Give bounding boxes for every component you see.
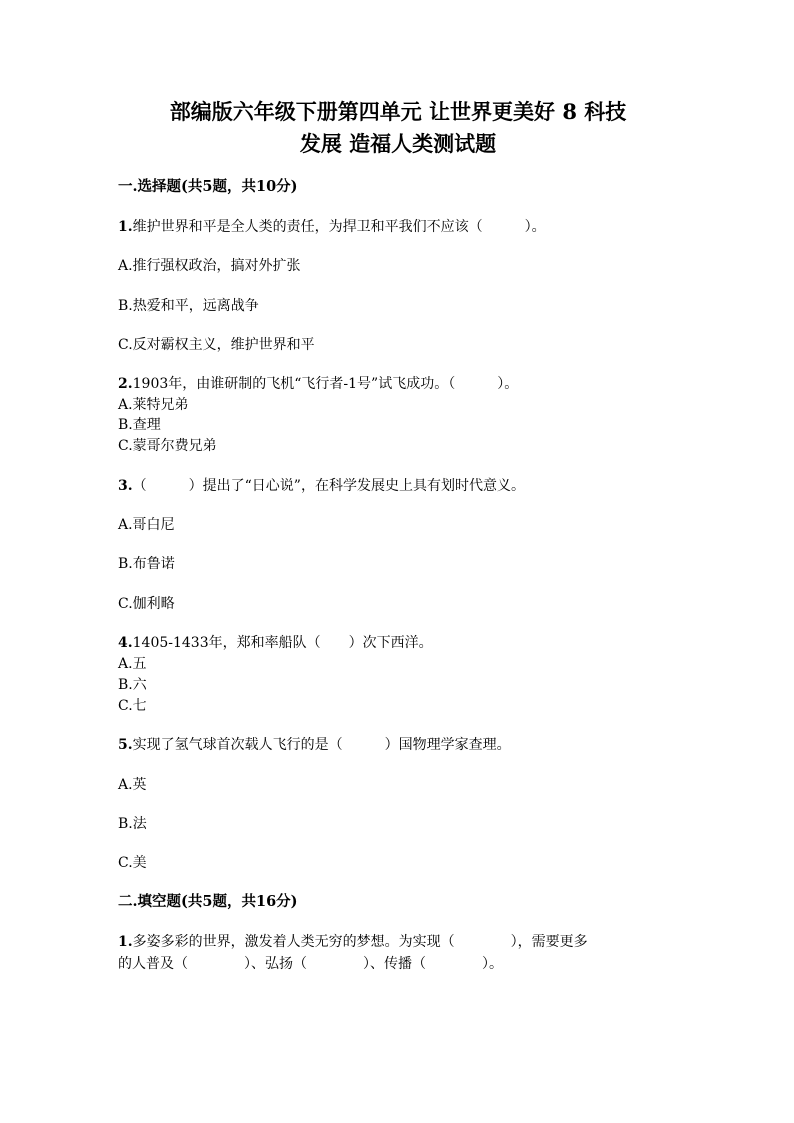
question-number: 1. bbox=[118, 219, 133, 235]
question-text: 1405-1433年，郑和率船队（ ）次下西洋。 bbox=[132, 635, 433, 651]
question-2 bbox=[118, 374, 518, 394]
question-3-option-a: A.哥白尼 bbox=[118, 517, 175, 533]
question-text: 实现了氢气球首次载人飞行的是（ ）国物理学家查理。 bbox=[132, 737, 511, 753]
question-3-option-b: B.布鲁诺 bbox=[118, 556, 175, 572]
fill-question-1-line-2: 的人普及（ ）、弘扬（ ）、传播（ ）。 bbox=[118, 956, 503, 972]
question-2-option-a: A.莱特兄弟 bbox=[118, 397, 189, 413]
question-4-option-b: B.六 bbox=[118, 677, 147, 693]
question-4-option-a: A.五 bbox=[118, 656, 147, 672]
page-title-line-1: 部编版六年级下册第四单元 让世界更美好 8 科技 bbox=[169, 99, 627, 124]
question-number: 3. bbox=[118, 478, 133, 494]
question-number: 2. bbox=[118, 376, 133, 392]
question-1-option-c: C.反对霸权主义，维护世界和平 bbox=[118, 337, 315, 353]
question-text: 1903年，由谁研制的飞机“飞行者-1号”试飞成功。（ ）。 bbox=[132, 376, 519, 392]
section-header-choice: 一.选择题(共5题，共10分) bbox=[118, 178, 298, 195]
question-5-option-a: A.英 bbox=[118, 777, 147, 793]
question-2-option-c: C.蒙哥尔费兄弟 bbox=[118, 438, 217, 454]
question-3 bbox=[118, 476, 525, 496]
question-2-option-b: B.查理 bbox=[118, 417, 161, 433]
question-number: 5. bbox=[118, 737, 133, 753]
question-1 bbox=[118, 217, 546, 237]
question-number: 1. bbox=[118, 934, 133, 950]
question-text: （ ）提出了“日心说”，在科学发展史上具有划时代意义。 bbox=[132, 478, 525, 494]
question-3-option-c: C.伽利略 bbox=[118, 596, 175, 612]
question-1-option-a: A.推行强权政治，搞对外扩张 bbox=[118, 258, 301, 274]
question-5-option-c: C.美 bbox=[118, 855, 147, 871]
section-header-fill: 二.填空题(共5题，共16分) bbox=[118, 893, 298, 910]
fill-question-1-line-1 bbox=[118, 932, 588, 952]
question-1-option-b: B.热爱和平，远离战争 bbox=[118, 298, 259, 314]
question-5-option-b: B.法 bbox=[118, 816, 147, 832]
question-number: 4. bbox=[118, 635, 133, 651]
question-5 bbox=[118, 735, 511, 755]
question-text: 多姿多彩的世界，激发着人类无穷的梦想。为实现（ ），需要更多 bbox=[132, 934, 588, 950]
question-text: 维护世界和平是全人类的责任，为捍卫和平我们不应该（ ）。 bbox=[132, 219, 546, 235]
question-4-option-c: C.七 bbox=[118, 698, 147, 714]
question-4 bbox=[118, 633, 433, 653]
page-title-line-2: 发展 造福人类测试题 bbox=[299, 131, 497, 156]
